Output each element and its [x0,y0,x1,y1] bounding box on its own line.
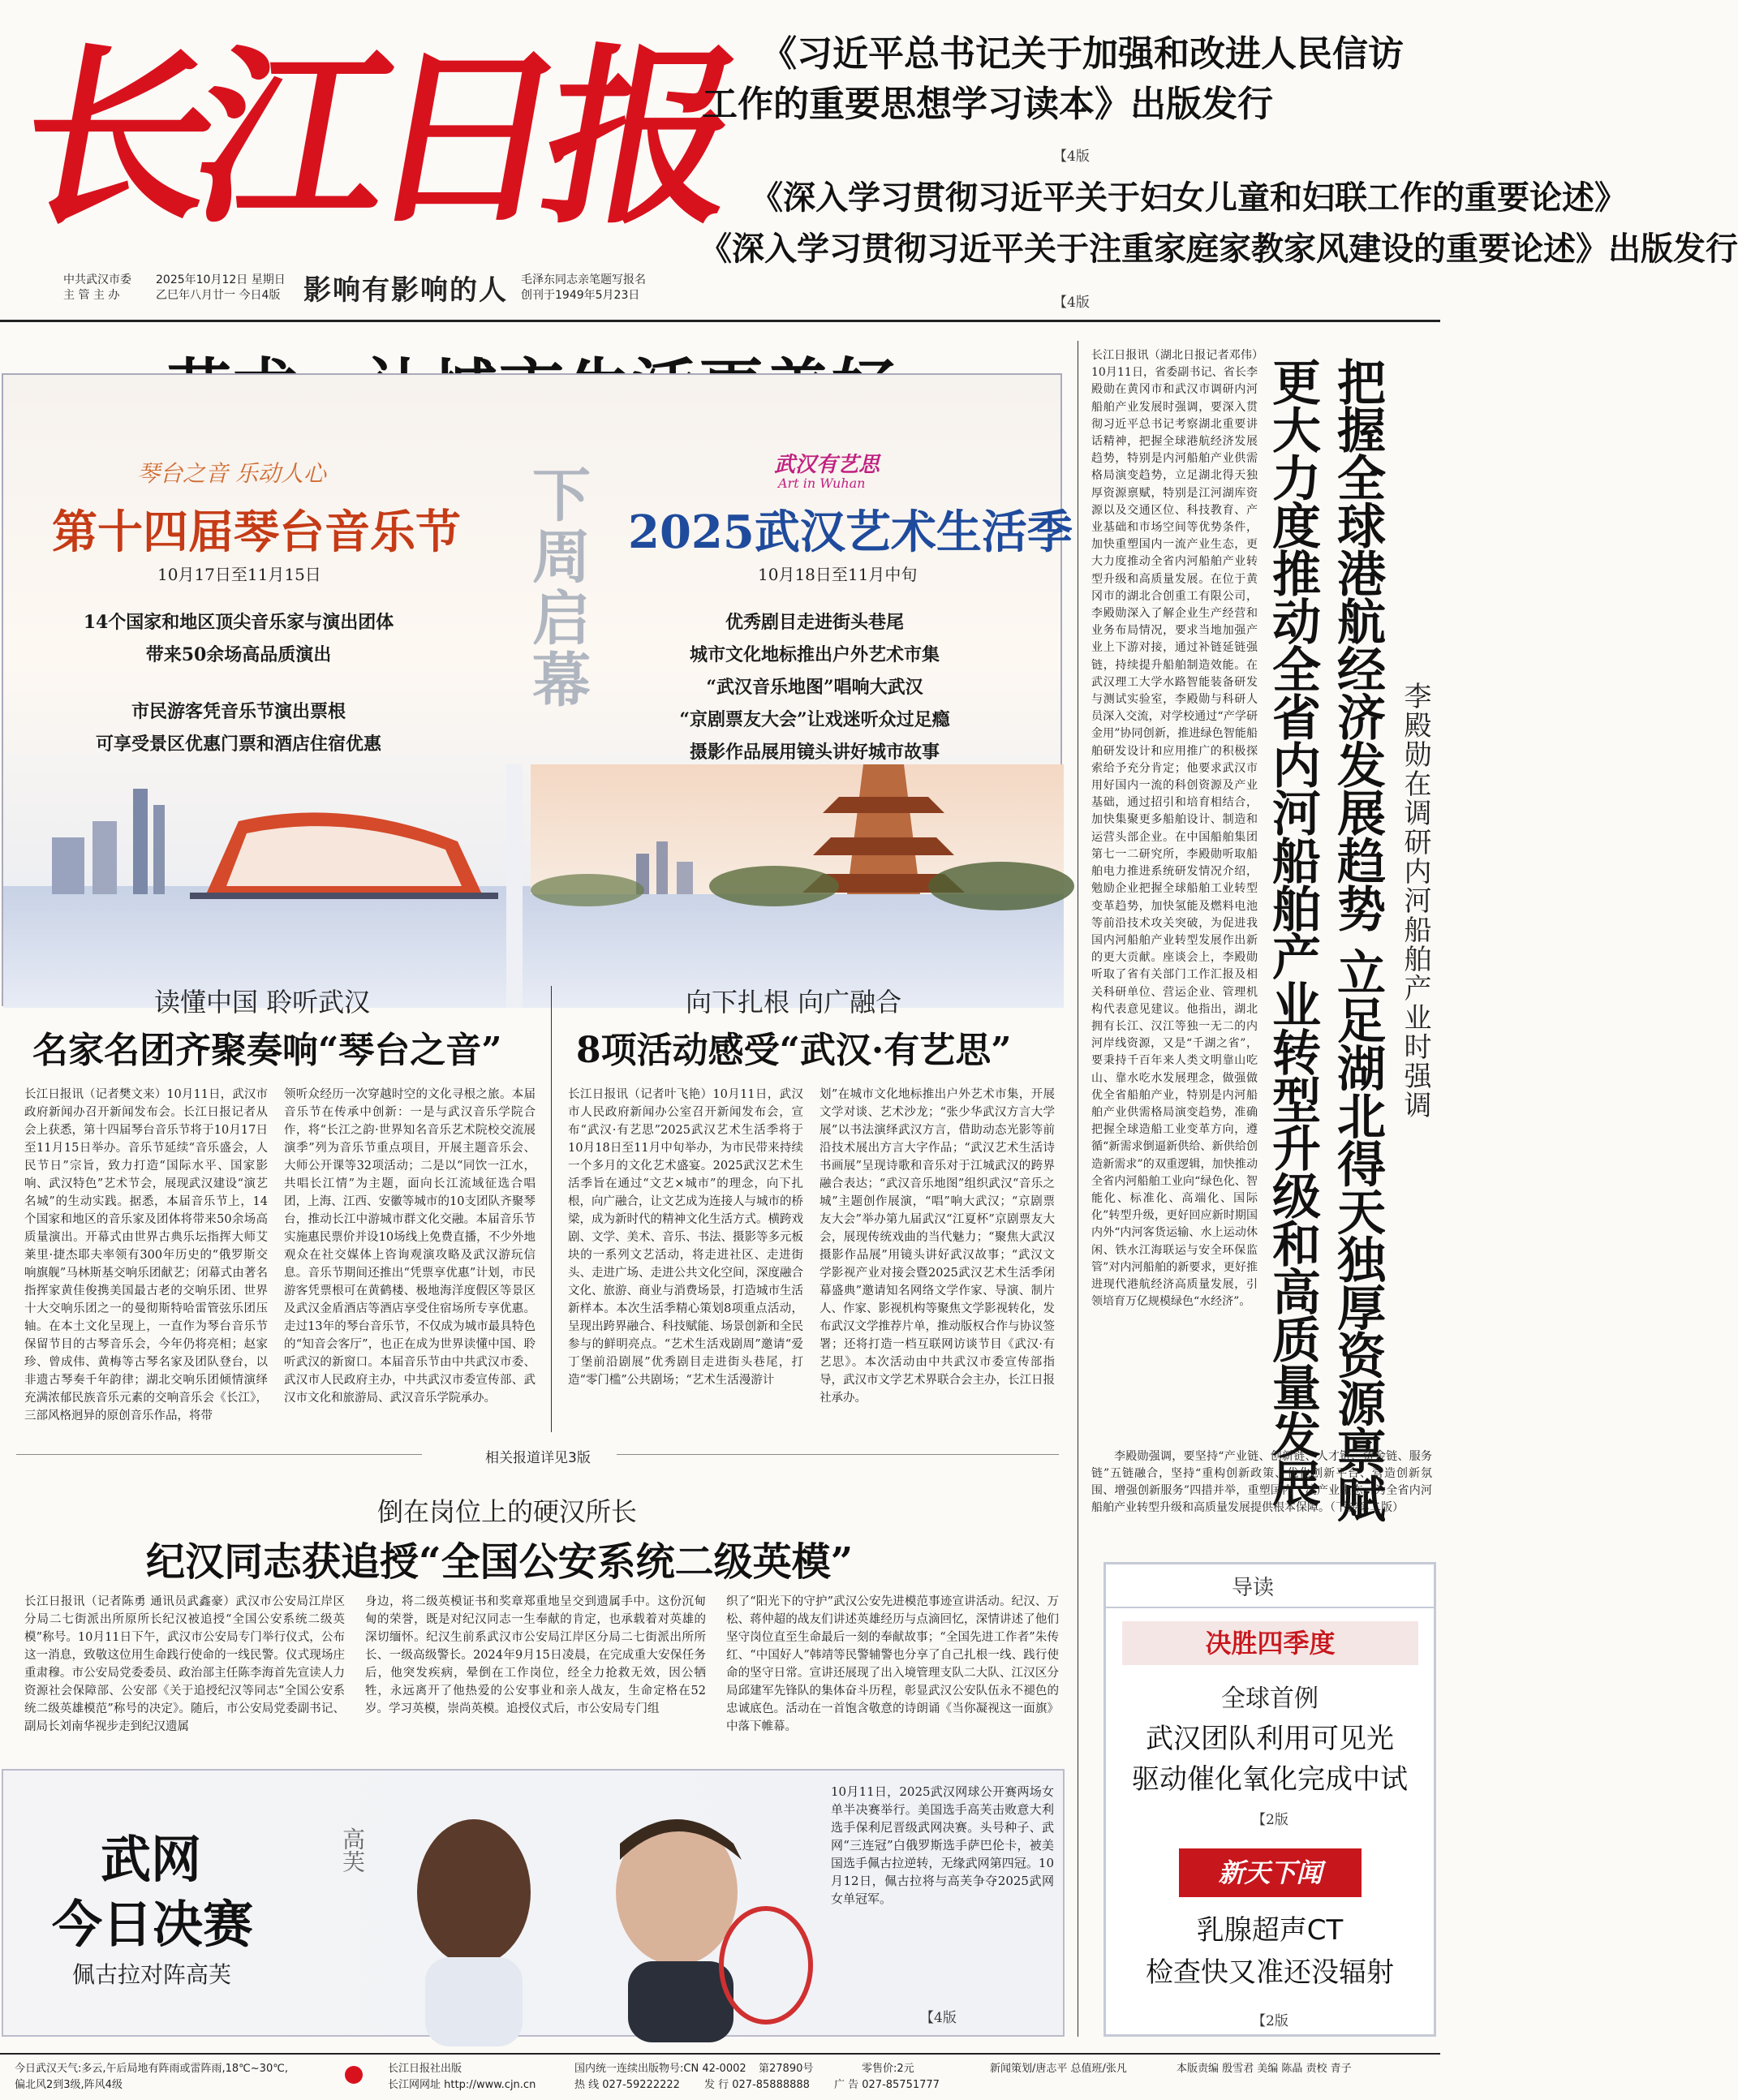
guide-box [1103,1562,1436,2037]
top-headline-1-page: 【4版 [1053,148,1090,165]
guide-rule [1106,1607,1434,1608]
tennis-subtitle: 佩古拉对阵高芙 [72,1961,232,1988]
top-headline-1-line-2[interactable]: 工作的重要思想学习读本》出版发行 [702,84,1273,125]
footer-editors-2: 本版责编 殷雪君 美编 陈晶 责校 青子 [1177,2063,1352,2075]
story-left-col-1: 长江日报讯（记者樊文来）10月11日，武汉市政府新闻办召开新闻发布会。长江日报记者从会上获悉，第十四届琴台音乐节将于10月17日至11月15日举办。音乐节延续“音乐盛会，人民节日”宗旨，致力打造“国际水平、国家影响、武汉特色”艺术节会，展现武汉建设“演艺名城”的生动实践。据悉，本届音乐节上，14个国家和地区的音乐家及团体将带来50余场高质量演出。开幕式由世界古典乐坛指挥大师艾莱里·捷杰耶夫率领有300年历史的“俄罗斯交响旗舰”马林斯基交响乐团献艺；闭幕式由著名指挥家黄佳俊携美国最古老的交响乐团、世界十大交响乐团之一的曼彻斯特哈雷管弦乐团压轴。在本土文化呈现上，一直作为琴台音乐节保留节目的古琴音乐会，今年仍将亮相；赵家珍、曾成伟、黄梅等古琴名家及团队登台，以非遗古琴奏千年韵律；湖北交响乐团倾情演绎充满浓郁民族音乐元素的交响音乐会《长江》，三部风格迥异的原创音乐作品，将带 [24,1088,268,1422]
guide-headline-1-line: 驱动催化氧化完成中试 [1132,1763,1408,1796]
police-col-3: 织了“阳光下的守护”武汉公安先进模范事迹宣讲活动。纪汉、万松、蒋仲超的战友们讲述英雄经历与点滴回忆，深情讲述了他们坚守岗位直至生命最后一刻的奉献故事；“全国先进工作者”朱传红、“中国好人”韩靖等民警辅警也分享了自己扎根一线、践行使命的坚守日常。宣讲还展现了出入境管理支队二大队、江汉区分局邱建军先锋队的集体奋斗历程，彰显武汉公安队伍永不褪色的忠诚底色。活动在一首饱含敬意的诗朗诵《当你凝视这一面旗》中落下帷幕。 [726,1595,1059,1733]
footer-subscribe: 发 行 027-85888888 [704,2079,810,2091]
related-link[interactable]: 相关报道详见3版 [485,1450,591,1466]
story-left-kicker: 读懂中国 聆听武汉 [154,987,371,1018]
guide-label-1: 决胜四季度 [1122,1621,1418,1665]
footer-issue: 第27890号 [759,2063,814,2075]
qintai-date: 10月17日至11月15日 [157,565,321,584]
art-season-title: 2025武汉艺术生活季 [628,506,1073,559]
masthead-sponsor: 中共武汉市委 主 管 主 办 [63,273,131,302]
masthead-logo [4,16,742,260]
story-right-headline[interactable]: 8项活动感受“武汉·有艺思” [576,1030,1012,1071]
police-kicker: 倒在岗位上的硬汉所长 [377,1496,638,1527]
guide-page-2: 【2版 [1252,2013,1288,2029]
art-season-line: 摄影作品展用镜头讲好城市故事 [689,742,940,763]
guide-page-1: 【2版 [1252,1812,1288,1828]
footer-hotline: 热 线 027-59222222 [574,2079,680,2091]
guide-headline-2-line: 检查快又准还没辐射 [1146,1956,1394,1989]
masthead-slogan: 影响有影响的人 [303,274,508,307]
top-headline-1-line-1[interactable]: 《习近平总书记关于加强和改进人民信访 [761,33,1404,75]
footer-editors-1: 新闻策划/唐志平 总值班/张凡 [990,2063,1127,2075]
story-right-col-2: 划”在城市文化地标推出户外艺术市集，开展文学对谈、艺术沙龙；“张少华武汉方言大学展”以书法演绎武汉方言，借助动态光影等前沿技术展出方言大字作品；“武汉艺术生活诗书画展”呈现诗歌和音乐对于江城武汉的跨界融合表达；“武汉音乐地图”组织武汉“音乐之城”主题创作展演，“唱”响大武汉；“京剧票友大会”举办第九届武汉“江夏杯”京剧票友大会，展现传统戏曲的当代魅力；“聚焦大武汉摄影作品展”用镜头讲好武汉故事；“武汉文学影视产业对接会暨2025武汉艺术生活季闭幕盛典”邀请知名网络文学作家、导演、制片人、作家、影视机构等聚焦文学影视转化，发布武汉文学推荐片单，推动版权合作与协议签署；还将打造一档互联网访谈节目《武汉·有艺思》。本次活动由中共武汉市委宣传部指导，武汉市文学艺术界联合会主办，长江日报社承办。 [820,1088,1055,1405]
masthead-founded: 创刊于1949年5月23日 [521,289,640,302]
story-left-col-2: 领听众经历一次穿越时空的文化寻根之旅。本届音乐节在传承中创新：一是与武汉音乐学院合作，将“长江之韵·世界知名音乐艺术院校交流展演季”列为音乐节重点项目，开展主题音乐会、大师公开课等32项活动；二是以“同饮一江水，共唱长江情”为主题，面向长江流域征选合唱团，上海、江西、安徽等城市的10支团队齐聚琴台，推动长江中游城市群文化交融。本届音乐节实施惠民票价并设10场线上免费直播，不少外地观众在社交媒体上咨询观演攻略及武汉游玩信息。音乐节期间还推出“凭票享优惠”计划，市民游客凭票根可在黄鹤楼、极地海洋度假区等景区及武汉金盾酒店等酒店享受住宿场所专享优惠。走过13年的琴台音乐节，不仅成为城市最具特色的“知音会客厅”，也正在成为世界读懂中国、聆听武汉的新窗口。本届音乐节由中共武汉市委、武汉市人民政府主办，中共武汉市委宣传部、武汉市文化和旅游局、武汉音乐学院承办。 [284,1088,536,1405]
guide-headline-2[interactable] [1106,1909,1434,1994]
qintai-title: 第十四届琴台音乐节 [52,506,461,559]
police-headline[interactable]: 纪汉同志获追授“全国公安系统二级英模” [146,1539,854,1585]
publisher-logo-icon [345,2066,363,2084]
art-season-line: 城市文化地标推出户外艺术市集 [689,644,940,665]
column-divider [551,986,552,1432]
top-headline-2-page: 【4版 [1053,295,1090,311]
qintai-tagline: 琴台之音 乐动人心 [137,460,326,487]
masthead-date: 2025年10月12日 星期日 [156,273,286,286]
tennis-text: 10月11日，2025武汉网球公开赛两场女单半决赛举行。美国选手高芙击败意大利选手保利尼晋级武网决赛。头号种子、武网“三连冠”白俄罗斯选手萨巴伦卡，被美国选手佩古拉逆转，无缘武网第四冠。10月12日，佩古拉将与高芙争夺2025武网女单冠军。 [831,1784,1054,1906]
qintai-line: 可享受景区优惠门票和酒店住宿优惠 [95,734,381,755]
guide-kicker: 全球首例 [1221,1685,1319,1713]
qintai-line: 14个国家和地区顶尖音乐家与演出团体 [83,612,394,633]
story-right-col-1: 长江日报讯（记者叶飞艳）10月11日，武汉市人民政府新闻办公室召开新闻发布会，宣布“武汉·有艺思”2025武汉艺术生活季将于10月18日至11月中旬举办，为市民带来持续一个多月的文化艺术盛宴。2025武汉艺术生活季旨在通过“文艺×城市”的理念，向下扎根，向广融合，让文艺成为连接人与城市的桥梁，成为新时代的精神文化生活方式。横跨戏剧、文学、美术、音乐、书法、摄影等多元板块的一系列文艺活动，将走进社区、走进街头、走进广场、走进公共文化空间，深度融合文化、旅游、商业与消费场景，打造城市生活新样本。本次生活季精心策划8项重点活动，呈现出跨界融合、科技赋能、场景创新和全民参与的鲜明亮点。“艺术生活戏剧周”邀请“爱丁堡前沿剧展”优秀剧目走进街头巷尾，打造“零门槛”公共剧场；“艺术生活漫游计 [568,1088,803,1387]
tennis-box [2,1769,1065,2037]
art-season-line: “京剧票友大会”让戏迷听众过足瘾 [679,709,950,730]
right-sub-headline: 李殿勋在调研内河船舶产业时强调 [1399,682,1431,1120]
masthead-rule [0,320,1440,322]
guide-label-2: 新天下闻 [1179,1848,1362,1897]
tennis-title-1[interactable]: 武网 [101,1830,202,1889]
art-feature-box [2,373,1073,1006]
art-season-line: “武汉音乐地图”唱响大武汉 [706,677,923,698]
art-wuhan-logo-en: Art in Wuhan [778,476,866,491]
police-col-1: 长江日报讯（记者陈勇 通讯员武鑫豪）武汉市公安局江岸区分局二七街派出所原所长纪汉被追授“全国公安系统二级英模”称号。10月11日下午，武汉市公安局专门举行仪式，公布这一消息，致敬这位用生命践行使命的一线民警。仪式现场庄重肃穆。市公安局党委委员、政治部主任陈李海首先宣读人力资源社会保障部、公安部《关于追授纪汉等同志“全国公安系统二级英雄模范”称号的决定》。随后，市公安局党委副书记、副局长刘南华视步走到纪汉遗属 [24,1595,345,1733]
guide-title: 导读 [1232,1576,1275,1600]
related-rule-right [617,1454,1059,1455]
art-season-highlights [652,606,977,768]
footer-cn: 国内统一连续出版物号:CN 42-0002 [574,2063,746,2075]
related-rule-left [16,1454,422,1455]
story-right-kicker: 向下扎根 向广融合 [686,987,902,1018]
masthead-inscription: 毛泽东同志亲笔题写报名 [521,273,646,286]
qintai-line: 市民游客凭音乐节演出票根 [131,701,346,722]
masthead-lunar: 乙巳年八月廿一 今日4版 [156,289,281,302]
right-story-body: 长江日报讯（湖北日报记者邓伟）10月11日，省委副书记、省长李殿勋在黄冈市和武汉市调研内河船舶产业发展时强调，要深入贯彻习近平总书记考察湖北重要讲话精神，把握全球港航经济发展趋势，特别是内河船舶产业供需格局演变趋势，立足湖北得天独厚资源禀赋，特别是江河湖库资源以及交通区位、科技教育、产业基础和市场空间等优势条件，加快重塑国内一流产业生态，更大力度推动全省内河船舶产业转型升级和高质量发展。在位于黄冈市的湖北合创重工有限公司，李殿勋深入了解企业生产经营和业务布局情况，要求当地加强产业上下游对接，通过补链延链强链，持续提升船舶制造效能。在武汉理工大学水路智能装备研发与测试实验室，李殿勋与科研人员深入交流，对学校通过“产学研金用”协同创新，推进绿色智能船舶研发设计和应用推广的积极探索给予充分肯定；他要求武汉市用好国内一流的科创资源及产业基础，通过招引和培育相结合，加快集聚更多船舶设计、制造和运营头部企业。在中国船舶集团第七一二研究所，李殿勋听取船舶电力推进系统研发情况介绍，勉励企业把握全球船舶工业转型变革趋势，加快氢能及燃料电池等前沿技术攻关突破，为促进我国内河船舶产业转型发展作出新的更大贡献。座谈会上，李殿勋听取了省有关部门工作汇报及相关科研单位、营运企业、管理机构代表意见建议。他指出，湖北拥有长江、汉江等独一无二的内河岸线资源，又是“千湖之省”，要秉持千百年来人类文明靠山吃山、靠水吃水发展理念，做强做优全省船舶产业，特别是内河船舶产业供需格局演变趋势，准确把握全球造船工业变革方向，遵循“新需求倒逼新供给、新供给创造新需求”的双重逻辑，加快推动全省内河船舶工业向“绿色化、智能化、标准化、高端化、国际化”转型升级，更好回应新时期国内外“内河客货运输、水上运动休闲、铁水江海联运与安全环保监管”对内河船舶的新要求，更好推进现代港航经济高质量发展，引领培育万亿规模绿色“水经济”。 [1091,349,1258,1309]
footer-publisher: 长江日报社出版 [388,2063,462,2075]
police-col-2: 身边，将二级英模证书和奖章郑重地呈交到遗属手中。这份沉甸甸的荣誉，既是对纪汉同志一生奉献的肯定，也承载着对英雄的深切缅怀。纪汉生前系武汉市公安局江岸区分局二七街派出所所长、一级高级警长。2024年9月15日凌晨，在完成重大安保任务后，他突发疾病，晕倒在工作岗位，经全力抢救无效，因公牺牲，永远离开了他热爱的公安事业和亲人战友，生命定格在52岁。学习英模，崇尚英模。追授仪式后，市公安局专门组 [365,1595,706,1715]
top-headline-2-line-2[interactable]: 《深入学习贯彻习近平关于注重家庭家教家风建设的重要论述》出版发行 [699,230,1738,268]
footer-rule [0,2053,1440,2055]
next-week-vertical: 下周启幕 [523,464,592,711]
art-wuhan-logo: 武汉有艺思 [774,453,880,477]
tennis-title-2[interactable]: 今日决赛 [52,1895,254,1954]
qintai-highlights [52,606,425,760]
right-headline-1[interactable]: 把握全球港航经济发展趋势 立足湖北得天独厚资源禀赋 [1329,357,1386,1522]
masthead-logo-text: 长江日报 [4,26,742,250]
right-story-body-2: 李殿勋强调，要坚持“产业链、创新链、人才链、资金链、服务链”五链融合，坚持“重构创新政策、优化创新平台、营造创新氛围、增强创新服务”四措并举，重塑国内一流产业生态，为全省内河船舶产业转型升级和高质量发展提供根本保障。（下转第二版） [1091,1450,1432,1514]
footer-website[interactable]: 长江网网址 http://www.cjn.cn [388,2079,536,2091]
tennis-players-photo [368,1771,823,2038]
footer-weather-2: 偏北风2到3级,阵风4级 [15,2079,123,2091]
footer-weather-1: 今日武汉天气:多云,午后局地有阵雨或雷阵雨,18℃~30℃, [15,2063,288,2075]
footer-ad: 广 告 027-85751777 [834,2079,940,2091]
art-season-line: 优秀剧目走进街头巷尾 [725,612,904,633]
city-illustration [3,764,1064,1008]
tennis-page: 【4版 [920,2010,957,2026]
player-label-gauff: 高芙 [339,1827,366,1873]
footer-price: 零售价:2元 [862,2063,914,2075]
guide-headline-1-line: 武汉团队利用可见光 [1146,1723,1394,1755]
top-headline-2-line-1[interactable]: 《深入学习贯彻习近平关于妇女儿童和妇联工作的重要论述》 [751,179,1627,217]
right-headline-2[interactable]: 更大力度推动全省内河船舶产业转型升级和高质量发展 [1264,357,1321,1506]
story-left-headline[interactable]: 名家名团齐聚奏响“琴台之音” [32,1030,502,1071]
guide-headline-2-line: 乳腺超声CT [1196,1914,1344,1947]
qintai-line: 带来50余场高品质演出 [145,644,332,665]
art-season-date: 10月18日至11月中旬 [758,565,918,584]
guide-headline-1[interactable] [1106,1719,1434,1800]
